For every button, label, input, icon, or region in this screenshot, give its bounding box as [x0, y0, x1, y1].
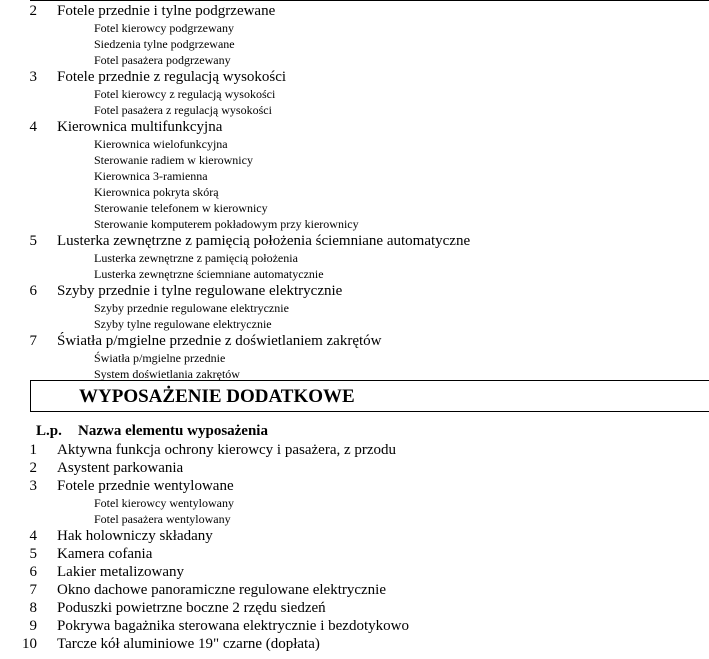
top-border	[30, 0, 709, 1]
item-name: Kierownica multifunkcyjna	[57, 119, 223, 135]
item-name: Fotele przednie wentylowane	[57, 478, 234, 494]
sub-item: Kierownica wielofunkcyjna	[94, 137, 228, 151]
item-name: Aktywna funkcja ochrony kierowcy i pasażera, z przodu	[57, 442, 397, 458]
list-item	[0, 581, 709, 599]
sub-item: Kierownica 3-ramienna	[94, 169, 208, 183]
item-number: 2	[29, 3, 37, 19]
item-number: 10	[22, 636, 37, 652]
list-item	[0, 2, 709, 20]
column-header-lp: L.p.	[36, 423, 62, 439]
item-number: 3	[29, 69, 37, 85]
item-number: 9	[29, 618, 37, 634]
sub-item: Siedzenia tylne podgrzewane	[94, 37, 235, 51]
item-name: Poduszki powietrzne boczne 2 rzędu siedzeń	[57, 600, 326, 616]
sub-item: Sterowanie radiem w kierownicy	[94, 153, 253, 167]
item-number: 1	[29, 442, 37, 458]
item-number: 6	[29, 564, 37, 580]
standard-equipment-list	[0, 2, 709, 382]
item-number: 5	[29, 546, 37, 562]
sub-item: Szyby tylne regulowane elektrycznie	[94, 317, 272, 331]
sub-item: System doświetlania zakrętów	[94, 367, 240, 381]
item-number: 4	[29, 119, 37, 135]
list-item	[0, 545, 709, 563]
item-name: Tarcze kół aluminiowe 19" czarne (dopłata)	[57, 636, 320, 652]
list-item	[0, 459, 709, 477]
list-item	[0, 617, 709, 635]
additional-equipment-list	[0, 441, 709, 653]
list-item	[0, 441, 709, 459]
sub-item: Kierownica pokryta skórą	[94, 185, 219, 199]
sub-item: Fotel kierowcy wentylowany	[94, 496, 234, 510]
list-item	[0, 118, 709, 136]
column-header-name: Nazwa elementu wyposażenia	[78, 423, 268, 439]
item-name: Fotele przednie z regulacją wysokości	[57, 69, 287, 85]
sub-item: Sterowanie komputerem pokładowym przy kierownicy	[94, 217, 359, 231]
item-name: Lusterka zewnętrzne z pamięcią położenia ściemniane automatyczne	[57, 233, 471, 249]
list-item	[0, 68, 709, 86]
list-item	[0, 232, 709, 250]
sub-item: Światła p/mgielne przednie	[94, 351, 226, 365]
item-number: 6	[29, 283, 37, 299]
list-item	[0, 563, 709, 581]
item-name: Lakier metalizowany	[57, 564, 185, 580]
sub-item: Lusterka zewnętrzne ściemniane automatycznie	[94, 267, 324, 281]
sub-item: Szyby przednie regulowane elektrycznie	[94, 301, 289, 315]
sub-item: Lusterka zewnętrzne z pamięcią położenia	[94, 251, 298, 265]
item-name: Pokrywa bagażnika sterowana elektrycznie i bezdotykowo	[57, 618, 409, 634]
list-item	[0, 282, 709, 300]
list-item	[0, 599, 709, 617]
item-name: Fotele przednie i tylne podgrzewane	[57, 3, 276, 19]
item-number: 7	[29, 582, 37, 598]
section-title: WYPOSAŻENIE DODATKOWE	[79, 386, 355, 407]
sub-item: Fotel kierowcy podgrzewany	[94, 21, 234, 35]
list-item	[0, 527, 709, 545]
list-item	[0, 332, 709, 350]
list-item	[0, 635, 709, 653]
sub-item: Fotel pasażera wentylowany	[94, 512, 231, 526]
item-name: Kamera cofania	[57, 546, 153, 562]
item-name: Szyby przednie i tylne regulowane elektrycznie	[57, 283, 343, 299]
item-number: 4	[29, 528, 37, 544]
sub-item: Fotel pasażera podgrzewany	[94, 53, 231, 67]
item-name: Hak holowniczy składany	[57, 528, 213, 544]
list-item	[0, 477, 709, 495]
item-name: Okno dachowe panoramiczne regulowane elektrycznie	[57, 582, 387, 598]
item-number: 2	[29, 460, 37, 476]
item-number: 3	[29, 478, 37, 494]
item-number: 7	[29, 333, 37, 349]
item-number: 8	[29, 600, 37, 616]
item-name: Światła p/mgielne przednie z doświetlaniem zakrętów	[57, 333, 382, 349]
sub-item: Fotel pasażera z regulacją wysokości	[94, 103, 272, 117]
item-number: 5	[29, 233, 37, 249]
sub-item: Fotel kierowcy z regulacją wysokości	[94, 87, 276, 101]
sub-item: Sterowanie telefonem w kierownicy	[94, 201, 268, 215]
section-header-box	[30, 380, 709, 412]
item-name: Asystent parkowania	[57, 460, 184, 476]
table-header	[0, 422, 709, 440]
